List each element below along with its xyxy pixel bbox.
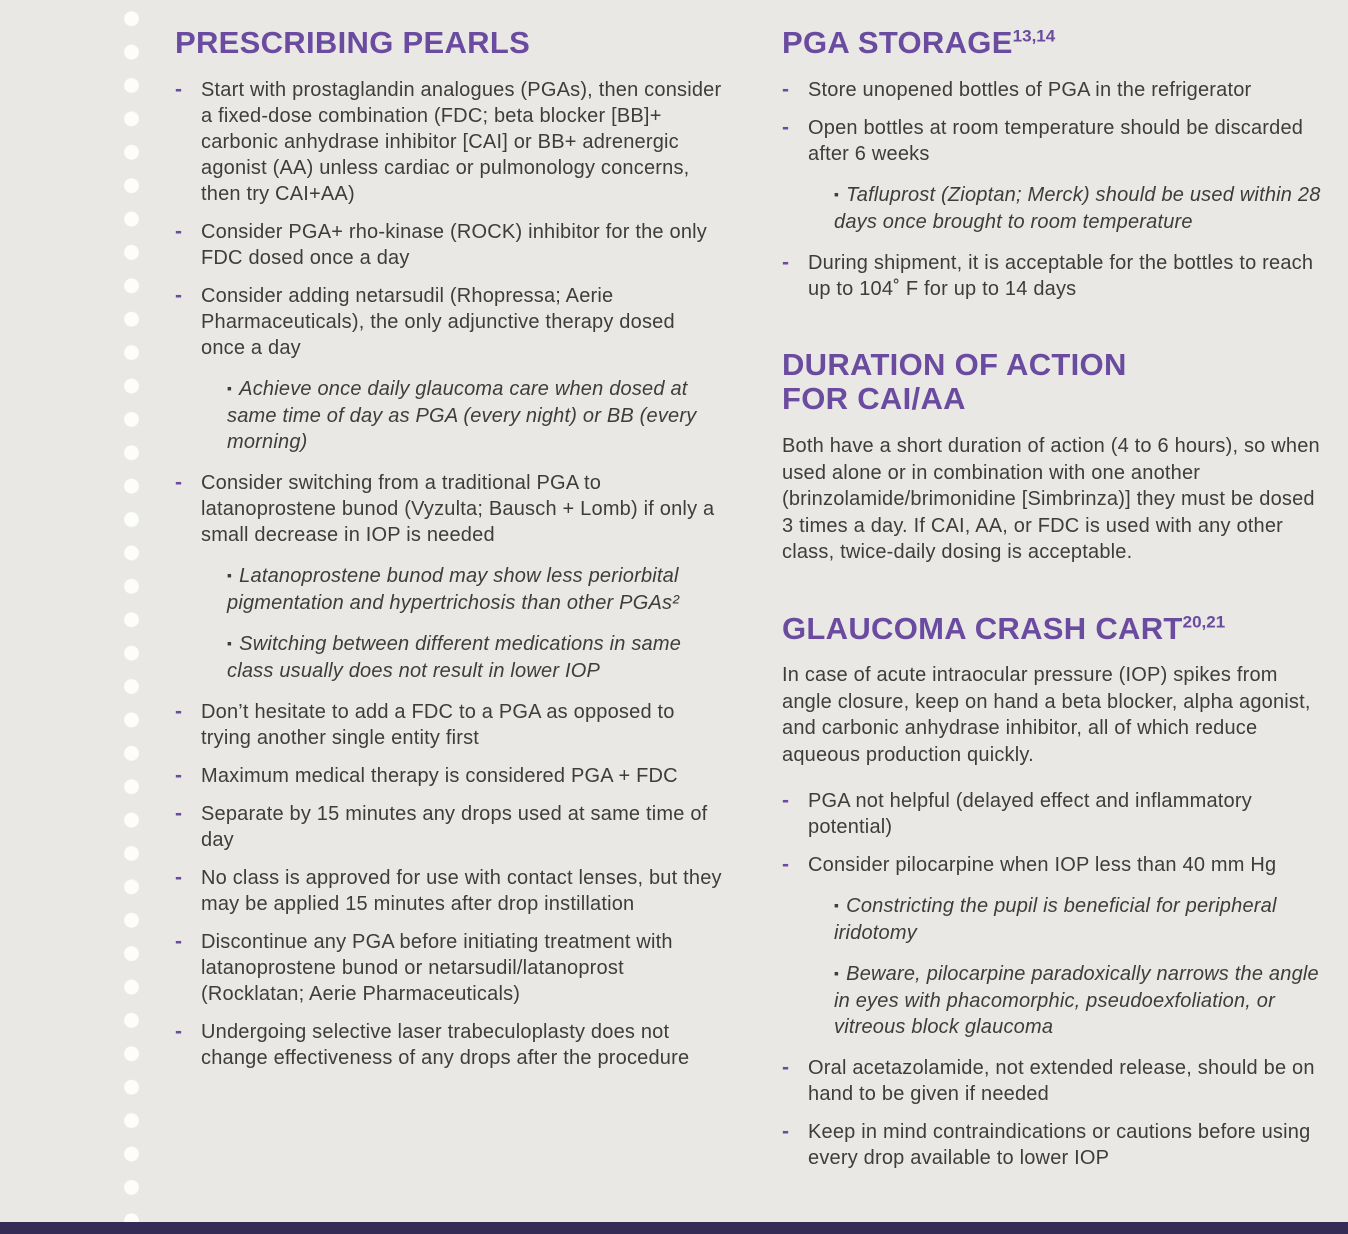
sub-list-item [834, 961, 1322, 1040]
bullet-row [175, 1019, 723, 1071]
sub-bullet-text: Constricting the pupil is beneficial for peripheral iridotomy [834, 895, 1277, 945]
sub-list-item [227, 376, 723, 455]
list-item [782, 77, 1322, 103]
duration-of-action-section [782, 348, 1322, 566]
sub-bullet-text: Tafluprost (Zioptan; Merck) should be used within 28 days once brought to room temperature [834, 183, 1321, 233]
glaucoma-crash-cart-section [782, 612, 1322, 1172]
dash-bullet-icon [782, 115, 808, 167]
sub-list-item [227, 563, 723, 616]
bullet-text: Undergoing selective laser trabeculoplasty does not change effectiveness of any drops after the procedure [201, 1020, 690, 1069]
dash-bullet-icon [782, 1119, 808, 1171]
square-bullet-icon [227, 378, 239, 400]
bullet-row [175, 283, 723, 361]
bullet-row [175, 763, 723, 789]
list-item [175, 763, 723, 789]
bullet-text: Consider PGA+ rho-kinase (ROCK) inhibitor for the only FDC dosed once a day [201, 220, 708, 269]
bullet-row [782, 1119, 1322, 1171]
left-column [175, 26, 723, 1183]
bullet-row [175, 865, 723, 917]
bullet-text: No class is approved for use with contact lenses, but they may be applied 15 minutes after drop instillation [201, 866, 722, 915]
list-item [175, 929, 723, 1007]
dash-bullet-icon [782, 852, 808, 878]
bullet-row [782, 77, 1322, 103]
footer-bar [0, 1222, 1348, 1234]
bullet-text: Consider pilocarpine when IOP less than 40 mm Hg [808, 854, 1277, 877]
sub-bullet-text: Achieve once daily glaucoma care when dosed at same time of day as PGA (every night) or BB (every morning) [227, 377, 697, 453]
dash-bullet-icon [782, 77, 808, 103]
glaucoma-crash-cart-title [782, 612, 1322, 647]
binding-dots-decoration [123, 2, 140, 1234]
sub-list-item [227, 631, 723, 684]
list-item [175, 699, 723, 751]
dash-bullet-icon [175, 929, 201, 1007]
sub-bullet-text: Latanoprostene bunod may show less periorbital pigmentation and hypertrichosis than other PGAs² [227, 564, 680, 614]
square-bullet-icon [227, 633, 239, 655]
page-content [175, 26, 1325, 1183]
bullet-row [175, 801, 723, 853]
list-item [175, 865, 723, 917]
bullet-text: During shipment, it is acceptable for the bottles to reach up to 104˚ F for up to 14 days [808, 251, 1314, 300]
sub-list-item [834, 893, 1322, 946]
bullet-row [175, 219, 723, 271]
glaucoma-crash-cart-intro: In case of acute intraocular pressure (IOP) spikes from angle closure, keep on hand a beta blocker, alpha agonist, and carbonic anhydrase inhibitor, all of which reduce aqueous production quickly. [782, 664, 1311, 766]
section-title-text: PGA STORAGE [782, 25, 1013, 60]
list-item [175, 1019, 723, 1071]
pga-storage-section [782, 26, 1322, 302]
reference-superscript: 13,14 [1012, 26, 1056, 46]
prescribing-pearls-title: PRESCRIBING PEARLS [175, 25, 531, 60]
bullet-row [175, 699, 723, 751]
dash-bullet-icon [175, 77, 201, 207]
list-item [782, 1055, 1322, 1107]
dash-bullet-icon [175, 1019, 201, 1071]
bullet-row [175, 929, 723, 1007]
bullet-text: Store unopened bottles of PGA in the refrigerator [808, 78, 1252, 101]
bullet-row [782, 115, 1322, 167]
list-item [175, 283, 723, 455]
sub-list-item [834, 182, 1322, 235]
bullet-text: Consider adding netarsudil (Rhopressa; Aerie Pharmaceuticals), the only adjunctive therapy dosed once a day [201, 284, 675, 359]
bullet-text: PGA not helpful (delayed effect and inflammatory potential) [808, 790, 1252, 839]
square-bullet-icon [834, 963, 846, 985]
list-item [782, 788, 1322, 840]
bullet-row [782, 852, 1322, 878]
dash-bullet-icon [175, 801, 201, 853]
dash-bullet-icon [175, 865, 201, 917]
square-bullet-icon [834, 184, 846, 206]
bullet-row [782, 788, 1322, 840]
bullet-text: Don’t hesitate to add a FDC to a PGA as opposed to trying another single entity first [201, 700, 675, 749]
bullet-row [175, 77, 723, 207]
duration-of-action-title: DURATION OF ACTION FOR CAI/AA [782, 346, 1127, 417]
bullet-row [175, 470, 723, 548]
bullet-text: Consider switching from a traditional PGA to latanoprostene bunod (Vyzulta; Bausch + Lomb) if only a small decrease in IOP is needed [201, 471, 715, 546]
right-column [782, 26, 1322, 1183]
reference-superscript: 20,21 [1182, 612, 1226, 632]
list-item [175, 801, 723, 853]
dash-bullet-icon [175, 699, 201, 751]
list-item [175, 219, 723, 271]
section-title-text: GLAUCOMA CRASH CART [782, 610, 1183, 646]
dash-bullet-icon [175, 763, 201, 789]
list-item [175, 470, 723, 684]
bullet-row [782, 250, 1322, 302]
sub-bullet-text: Switching between different medications in same class usually does not result in lower IOP [227, 632, 682, 682]
sub-bullet-text: Beware, pilocarpine paradoxically narrows the angle in eyes with phacomorphic, pseudoexfoliation, or vitreous block glaucoma [834, 963, 1319, 1039]
list-item [782, 115, 1322, 235]
dash-bullet-icon [782, 788, 808, 840]
bullet-text: Separate by 15 minutes any drops used at same time of day [201, 802, 708, 851]
dash-bullet-icon [175, 283, 201, 361]
bullet-text: Oral acetazolamide, not extended release, should be on hand to be given if needed [808, 1057, 1315, 1106]
list-item [175, 77, 723, 207]
dash-bullet-icon [782, 250, 808, 302]
bullet-row [782, 1055, 1322, 1107]
dash-bullet-icon [175, 219, 201, 271]
bullet-text: Discontinue any PGA before initiating treatment with latanoprostene bunod or netarsudil/latanoprost (Rocklatan; Aerie Pharmaceuticals) [201, 930, 673, 1005]
bullet-text: Keep in mind contraindications or cautions before using every drop available to lower IOP [808, 1121, 1311, 1170]
list-item [782, 852, 1322, 1040]
dash-bullet-icon [782, 1055, 808, 1107]
list-item [782, 1119, 1322, 1171]
duration-of-action-paragraph: Both have a short duration of action (4 to 6 hours), so when used alone or in combination with one another (brinzolamide/brimonidine [Simbrinza)] they must be dosed 3 times a day. If CAI, AA, or FDC is used with any other class, twice-daily dosing is acceptable. [782, 435, 1320, 564]
bullet-text: Maximum medical therapy is considered PGA + FDC [201, 764, 678, 787]
bullet-text: Open bottles at room temperature should be discarded after 6 weeks [808, 116, 1304, 165]
bullet-text: Start with prostaglandin analogues (PGAs), then consider a fixed-dose combination (FDC; beta blocker [BB]+ carbonic anhydrase inhibitor [CAI] or BB+ adrenergic agonist (AA) unless cardiac or pulmonology concerns, then try CAI+AA) [201, 78, 722, 205]
square-bullet-icon [227, 565, 239, 587]
dash-bullet-icon [175, 470, 201, 548]
list-item [782, 250, 1322, 302]
pga-storage-title [782, 26, 1322, 61]
square-bullet-icon [834, 895, 846, 917]
